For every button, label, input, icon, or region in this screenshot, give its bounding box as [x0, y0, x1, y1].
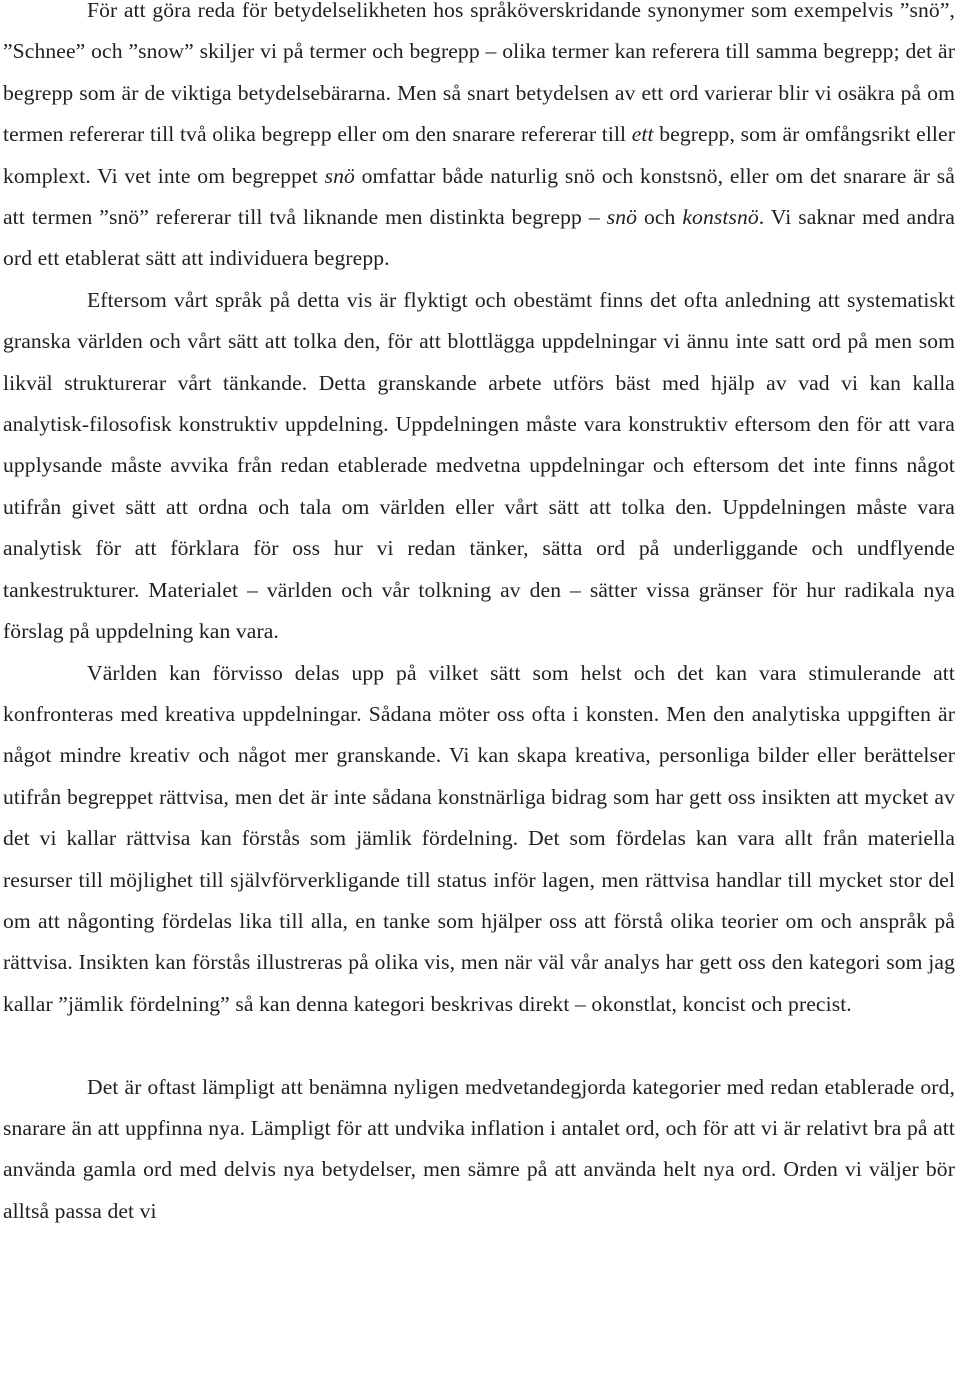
italic-term: snö	[324, 163, 355, 188]
body-paragraph	[3, 1067, 955, 1233]
document-page	[3, 0, 955, 1232]
paragraph-text: begrepp, som är omfångsrikt eller komplext. Vi vet inte om begreppet	[3, 122, 955, 188]
body-paragraph	[3, 280, 955, 653]
paragraph-text: och	[637, 205, 683, 230]
paragraph-text: Det är oftast lämpligt att benämna nyligen medvetandegjorda kategorier med redan etablerade ord, snarare än att uppfinna nya. Lämpligt för att undvika inflation i antalet ord, och för att vi är relativt bra på att använda gamla ord med delvis nya betydelser, men sämre på att använda helt nya ord. Orden vi väljer bör alltså passa det vi	[3, 1074, 955, 1223]
paragraph-text: . Vi saknar med andra ord ett etablerat sätt att individuera begrepp.	[3, 205, 955, 271]
italic-term: ett	[631, 122, 654, 147]
paragraph-text: För att göra reda för betydelselikheten hos språköverskridande synonymer som exempelvis ”snö”, ”Schnee” och ”snow” skiljer vi på termer och begrepp – olika termer kan referera till samma begrepp; det är begrepp som är de viktiga betydelsebärarna. Men så snart betydelsen av ett ord varierar blir vi osäkra på om termen refererar till två olika begrepp eller om den snarare refererar till	[3, 0, 955, 147]
italic-term: snö	[606, 205, 638, 230]
body-paragraph	[3, 653, 955, 1026]
document-body	[3, 0, 955, 1232]
italic-term: konstsnö	[682, 205, 759, 230]
body-paragraph	[3, 0, 955, 280]
paragraph-text: Eftersom vårt språk på detta vis är flyktigt och obestämt finns det ofta anledning att systematiskt granska världen och vårt sätt att tolka den, för att blottlägga uppdelningar vi ännu inte satt ord på men som likväl strukturerar vårt tänkande. Detta granskande arbete utförs bäst med hjälp av vad vi kan kalla analytisk-filosofisk konstruktiv uppdelning. Uppdelningen måste vara konstruktiv eftersom den för att vara upplysande måste avvika från redan etablerade medvetna uppdelningar och eftersom det inte finns något utifrån givet sätt att ordna och tala om världen eller vårt sätt att tolka den. Uppdelningen måste vara analytisk för att förklara för oss hur vi redan tänker, sätta ord på underliggande och undflyende tankestrukturer. Materialet – världen och vår tolkning av den – sätter vissa gränser för hur radikala nya förslag på uppdelning kan vara.	[3, 287, 955, 644]
paragraph-text: omfattar både naturlig snö och konstsnö, eller om det snarare är så att termen ”snö” refererar till två liknande men distinkta begrepp –	[3, 163, 955, 230]
paragraph-text: Världen kan förvisso delas upp på vilket sätt som helst och det kan vara stimulerande att konfronteras med kreativa uppdelningar. Sådana möter oss ofta i konsten. Men den analytiska uppgiften är något mindre kreativ och något mer granskande. Vi kan skapa kreativa, personliga bilder eller berättelser utifrån begreppet rättvisa, men det är inte sådana konstnärliga bidrag som har gett oss insikten att mycket av det vi kallar rättvisa kan förstås som jämlik fördelning. Det som fördelas kan vara allt från materiella resurser till möjlighet till självförverkligande till status inför lagen, men rättvisa handlar till mycket stor del om att någonting fördelas lika till alla, en tanke som hjälper oss att förstå olika teorier om och anspråk på rättvisa. Insikten kan förstås illustreras på olika vis, men när väl vår analys har gett oss den kategori som jag kallar ”jämlik fördelning” så kan denna kategori beskrivas direkt – okonstlat, koncist och precist.	[3, 660, 955, 1016]
